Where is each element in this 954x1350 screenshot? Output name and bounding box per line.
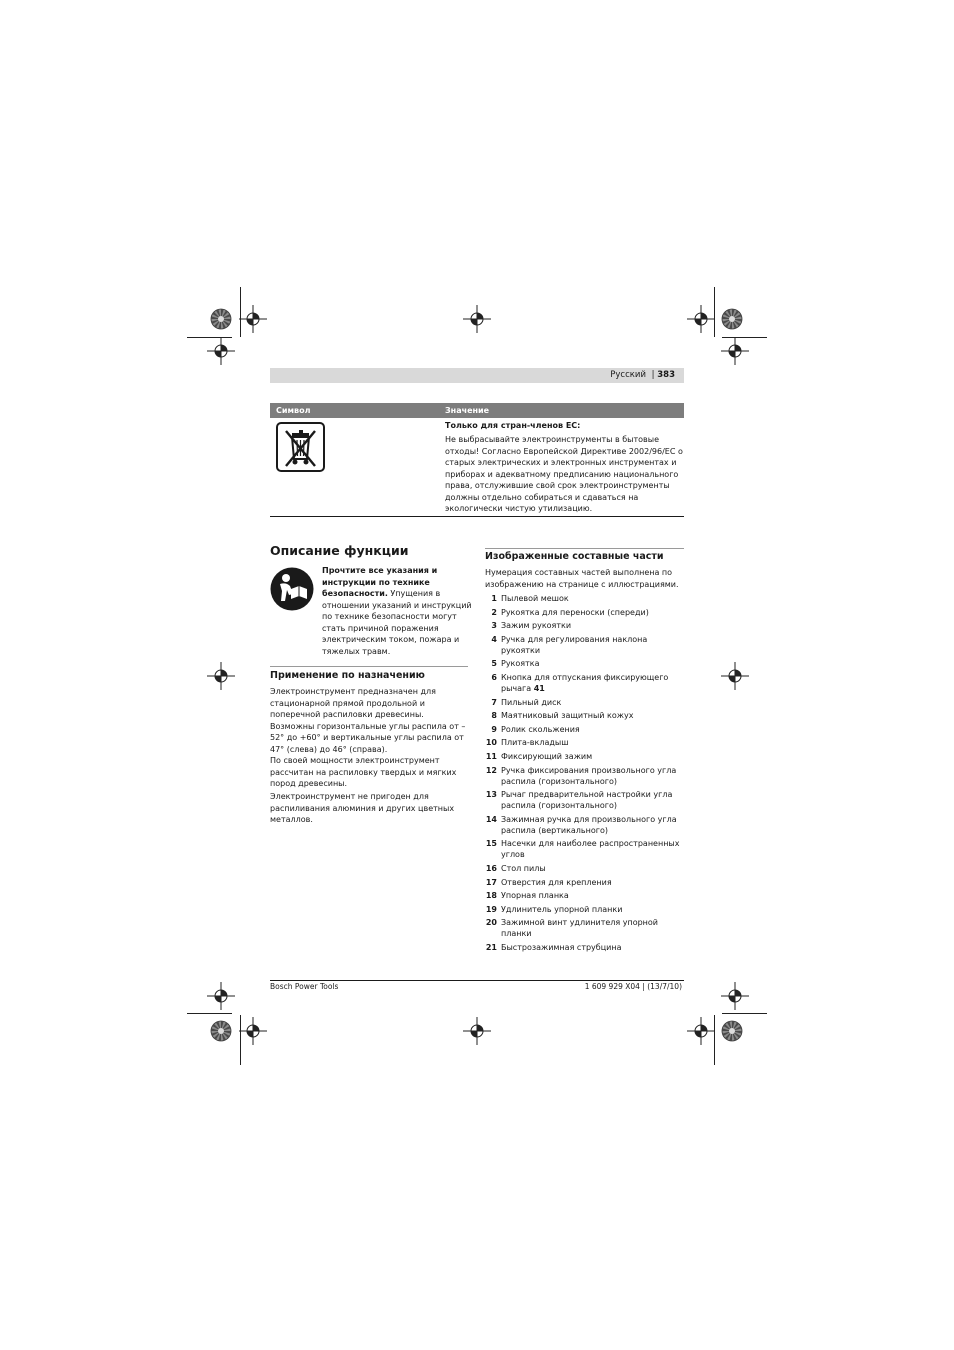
components-list xyxy=(485,593,685,955)
component-label xyxy=(501,697,685,708)
component-label-text: Маятниковый защитный кожух xyxy=(501,711,634,721)
list-item xyxy=(485,838,685,860)
component-label xyxy=(501,904,685,915)
trim-line xyxy=(722,337,767,338)
list-item xyxy=(485,593,685,604)
list-item xyxy=(485,751,685,762)
page-number: 383 xyxy=(657,370,675,380)
component-label xyxy=(501,814,685,836)
component-number: 10 xyxy=(485,738,497,748)
list-item xyxy=(485,789,685,811)
component-label-text: Фиксирующий зажим xyxy=(501,751,593,761)
crosshair-mark xyxy=(239,305,267,333)
table-bottom-rule xyxy=(270,516,684,517)
component-number: 6 xyxy=(491,672,497,682)
header-language: Русский xyxy=(610,370,646,380)
color-target-mark xyxy=(210,308,232,330)
component-number: 13 xyxy=(485,790,497,800)
safety-warning xyxy=(322,565,472,657)
component-number: 1 xyxy=(491,594,497,603)
components-title: Изображенные составные части xyxy=(485,551,664,562)
list-item xyxy=(485,942,685,953)
component-label xyxy=(501,634,685,656)
component-label-text: Быстрозажимная струбцина xyxy=(501,942,622,952)
component-label xyxy=(501,765,685,787)
component-label-text: Пылевой мешок xyxy=(501,594,569,603)
component-number: 5 xyxy=(491,659,497,669)
component-label xyxy=(501,751,685,762)
trim-line xyxy=(714,287,715,337)
component-label-text: Рукоятка для переноски (спереди) xyxy=(501,607,649,617)
component-number: 16 xyxy=(485,863,497,873)
list-item xyxy=(485,737,685,748)
component-label xyxy=(501,863,685,874)
component-number: 15 xyxy=(485,839,497,849)
crosshair-mark xyxy=(463,305,491,333)
crosshair-mark xyxy=(721,982,749,1010)
intended-use-paragraph-3: Электроинструмент не пригоден для распиливания алюминия и других цветных металлов. xyxy=(270,792,455,824)
crosshair-mark xyxy=(687,1017,715,1045)
read-manual-icon xyxy=(270,567,314,611)
disposal-text: Не выбрасывайте электроинструменты в бытовые отходы! Согласно Европейской Директиве 2002/96/EC о старых электрических и электронных инструментах и приборах и адекватному предписанию национального права, отслужившие свой срок электроинструменты должны отдельно собираться и сдаваться на экологически чистую утилизацию. xyxy=(445,435,683,513)
list-item xyxy=(485,765,685,787)
color-target-mark xyxy=(721,308,743,330)
components-intro: Нумерация составных частей выполнена по изображению на странице с иллюстрациями. xyxy=(485,568,679,589)
list-item xyxy=(485,710,685,721)
component-number: 7 xyxy=(491,697,497,707)
crosshair-mark xyxy=(463,1017,491,1045)
col-meaning: Значение xyxy=(445,406,490,415)
component-label-text: Отверстия для крепления xyxy=(501,877,612,887)
component-label xyxy=(501,672,685,694)
component-number: 18 xyxy=(485,891,497,901)
safety-warning-bold: Прочтите все указания и инструкции по технике безопасности. xyxy=(322,566,438,598)
list-item xyxy=(485,607,685,618)
component-label xyxy=(501,789,685,811)
component-label xyxy=(501,890,685,901)
footer-doc-number: 1 609 929 X04 | (13/7/10) xyxy=(584,982,682,991)
component-number: 21 xyxy=(485,942,497,952)
trim-line xyxy=(240,1015,241,1065)
component-label xyxy=(501,593,685,604)
component-number: 2 xyxy=(491,607,497,617)
crosshair-mark xyxy=(721,337,749,365)
header-separator: | xyxy=(651,370,655,380)
component-label-text: Удлинитель упорной планки xyxy=(501,904,623,914)
component-label-text: Зажим рукоятки xyxy=(501,621,572,631)
list-item xyxy=(485,697,685,708)
subsection-rule xyxy=(270,666,468,667)
component-number: 14 xyxy=(485,814,497,824)
intended-use-paragraph-2: По своей мощности электроинструмент рассчитан на распиловку твердых и мягких пород древесины. xyxy=(270,756,457,788)
component-label xyxy=(501,607,685,618)
col-symbol: Символ xyxy=(276,406,311,415)
crossed-out-wheelie-bin-icon xyxy=(276,422,325,472)
list-item xyxy=(485,672,685,694)
trim-line xyxy=(187,337,232,338)
component-label-text: Насечки для наиболее распространенных углов xyxy=(501,839,680,860)
component-reference: 41 xyxy=(533,683,545,693)
component-label-text: Пильный диск xyxy=(501,697,562,707)
component-number: 3 xyxy=(491,621,497,631)
crosshair-mark xyxy=(687,305,715,333)
list-item xyxy=(485,724,685,735)
component-label-text: Ручка для регулирования наклона рукоятки xyxy=(501,634,648,655)
component-label xyxy=(501,838,685,860)
component-number: 9 xyxy=(491,724,497,734)
component-number: 4 xyxy=(491,634,497,644)
trim-line xyxy=(722,1013,767,1014)
component-label xyxy=(501,917,685,939)
component-label-text: Рычаг предварительной настройки угла распила (горизонтального) xyxy=(501,790,673,811)
crosshair-mark xyxy=(207,982,235,1010)
component-label-text: Ручка фиксирования произвольного угла распила (горизонтального) xyxy=(501,765,677,786)
list-item xyxy=(485,890,685,901)
list-item xyxy=(485,863,685,874)
footer-brand: Bosch Power Tools xyxy=(270,982,339,991)
component-label-text: Кнопка для отпускания фиксирующего рычага xyxy=(501,672,669,693)
component-label-text: Рукоятка xyxy=(501,659,540,669)
component-label xyxy=(501,658,685,669)
list-item xyxy=(485,620,685,631)
component-label xyxy=(501,737,685,748)
component-number: 11 xyxy=(485,751,497,761)
trim-line xyxy=(240,287,241,337)
component-number: 17 xyxy=(485,877,497,887)
crosshair-mark xyxy=(207,337,235,365)
crosshair-mark xyxy=(207,662,235,690)
section-title: Описание функции xyxy=(270,543,409,558)
color-target-mark xyxy=(210,1020,232,1042)
component-number: 20 xyxy=(485,918,497,928)
component-label xyxy=(501,877,685,888)
intended-use-paragraph-1: Электроинструмент предназначен для стационарной прямой продольной и поперечной распиловки древесины. Возможны горизонтальные углы распила от –52° до +60° и вертикальные углы распила от 47° (слева) до 46° (справа). xyxy=(270,687,466,754)
subsection-rule xyxy=(485,548,684,549)
crosshair-mark xyxy=(721,662,749,690)
component-label xyxy=(501,620,685,631)
component-label-text: Ролик скольжения xyxy=(501,724,580,734)
footer-rule xyxy=(270,980,684,981)
symbol-table-header xyxy=(270,403,684,418)
safety-warning-text: Упущения в отношении указаний и инструкций по технике безопасности могут стать причиной поражения электрическим током, пожара и тяжелых травм. xyxy=(322,589,472,656)
color-target-mark xyxy=(721,1020,743,1042)
list-item xyxy=(485,877,685,888)
trim-line xyxy=(187,1013,232,1014)
intended-use-title: Применение по назначению xyxy=(270,670,425,681)
list-item xyxy=(485,814,685,836)
component-label-text: Плита-вкладыш xyxy=(501,738,569,748)
crosshair-mark xyxy=(239,1017,267,1045)
list-item xyxy=(485,658,685,669)
component-label-text: Зажимная ручка для произвольного угла распила (вертикального) xyxy=(501,814,677,835)
component-label xyxy=(501,942,685,953)
trim-line xyxy=(714,1015,715,1065)
component-number: 12 xyxy=(485,765,497,775)
list-item xyxy=(485,917,685,939)
component-number: 19 xyxy=(485,904,497,914)
page-header-bar xyxy=(270,368,684,383)
component-label-text: Зажимной винт удлинителя упорной планки xyxy=(501,918,659,939)
component-label-text: Стол пилы xyxy=(501,863,546,873)
component-number: 8 xyxy=(491,711,497,721)
list-item xyxy=(485,634,685,656)
component-label xyxy=(501,710,685,721)
eu-only-title: Только для стран-членов ЕС: xyxy=(445,421,581,430)
list-item xyxy=(485,904,685,915)
component-label xyxy=(501,724,685,735)
component-label-text: Упорная планка xyxy=(501,891,569,901)
